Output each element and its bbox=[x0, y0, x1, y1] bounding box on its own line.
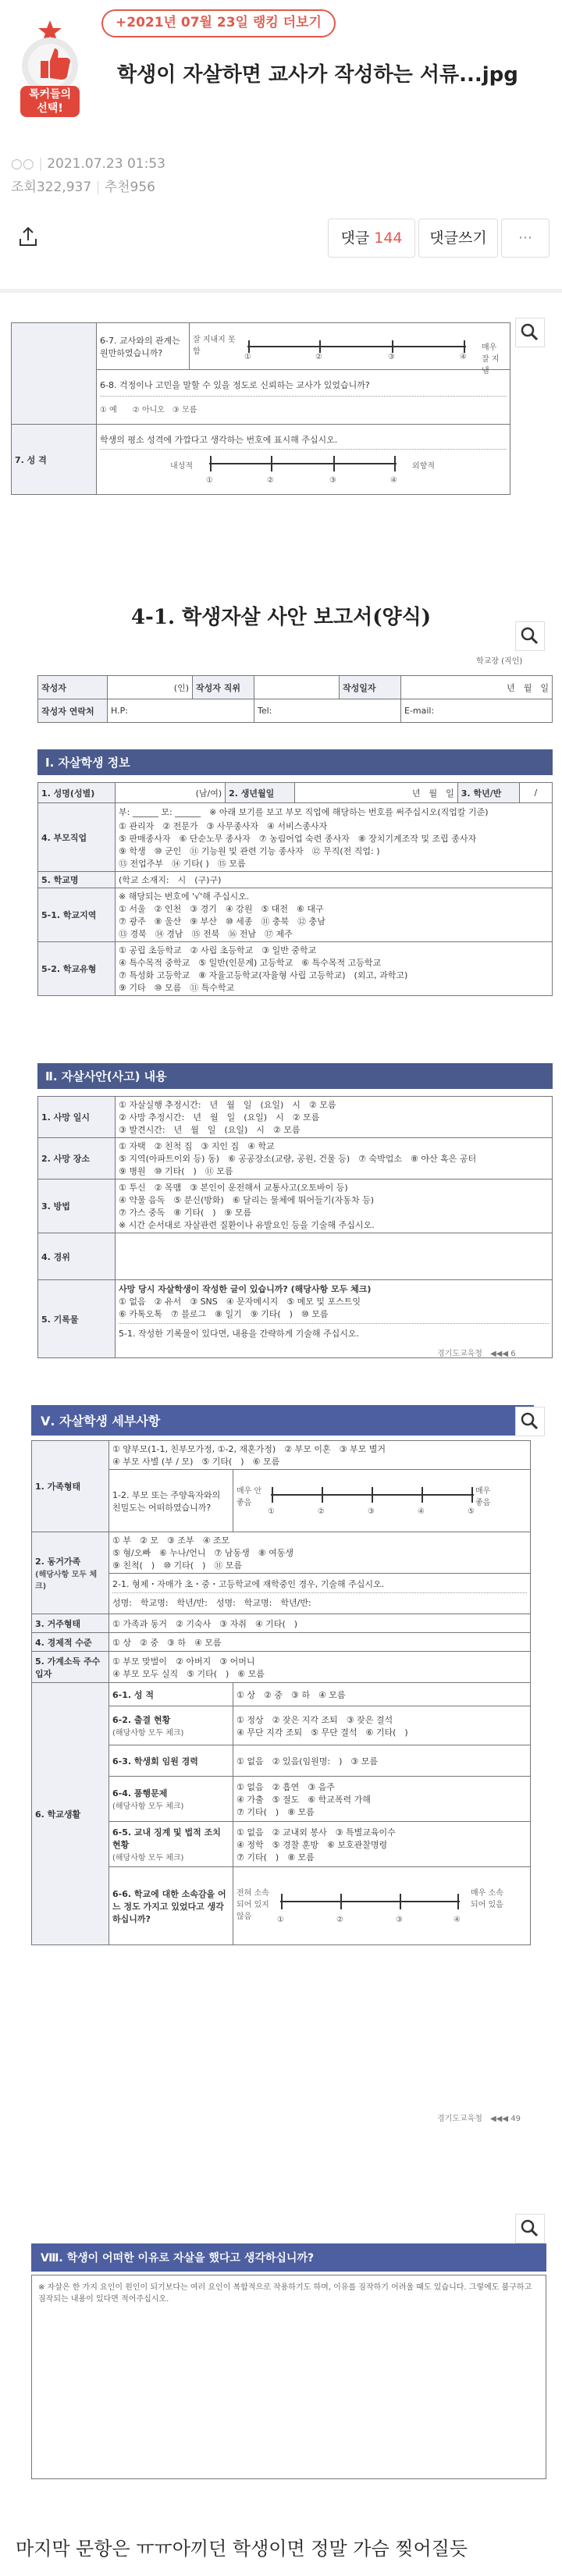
doc3-earner-opts-1: ④ 부모 모두 실직 ⑤ 기타( ) ⑥ 모름 bbox=[112, 1668, 265, 1679]
doc2-process: 4. 경위 bbox=[38, 1233, 116, 1280]
q-6-8-options: ① 예 ② 아니오 ③ 모름 bbox=[100, 405, 197, 415]
doc2-method: 3. 방법 bbox=[38, 1179, 116, 1233]
doc2-contact: 작성자 연락처 bbox=[38, 699, 108, 723]
section-8-header: Ⅷ. 학생이 어떠한 이유로 자살을 했다고 생각하십니까? bbox=[31, 2243, 546, 2272]
doc2-parents-opts-3: ⑬ 전업주부 ⑭ 기타( ) ⑮ 모름 bbox=[119, 858, 246, 869]
doc3-office: 6-3. 학생회 임원 경력 bbox=[109, 1745, 233, 1777]
best-pick-badge bbox=[11, 17, 89, 119]
doc3-behavior-note: (해당사항 모두 체크) bbox=[112, 1802, 184, 1811]
author-icon: ○○ bbox=[11, 156, 34, 172]
doc3-econ: 4. 경제적 수준 bbox=[32, 1633, 109, 1652]
document-image-4 bbox=[0, 2209, 562, 2490]
doc3-belong-left: 전혀 소속되어 있지 않음 bbox=[237, 1888, 269, 1921]
doc2-parents-opts-1: ⑤ 판매종사자 ⑥ 단순노무 종사자 ⑦ 농림어업 숙련 종사자 ⑧ 장치기계조작 및 조립 종사자 bbox=[119, 833, 477, 844]
doc3-family-opts-1: ④ 부모 사별 (부 / 모) ⑤ 기타( ) ⑥ 모름 bbox=[112, 1457, 280, 1467]
doc3-attend: 6-2. 출결 현황 bbox=[112, 1715, 171, 1725]
personality-scale bbox=[100, 450, 507, 489]
doc2-where-opts-2: ⑨ 병원 ⑩ 기타( ) ⑪ 모름 bbox=[119, 1166, 233, 1176]
doc1-nums-1: ② bbox=[267, 476, 274, 485]
doc3-belong: 6-6. 학교에 대한 소속감을 어느 정도 가지고 있었다고 생각하십니까? bbox=[109, 1867, 233, 1945]
doc3-attend-opts-1: ④ 무단 지각 조퇴 ⑤ 무단 결석 ⑥ 기타( ) bbox=[237, 1727, 408, 1738]
recommend-count: 추천956 bbox=[104, 180, 155, 195]
badge-line1: 톡커들의 bbox=[28, 88, 72, 101]
doc2-record-opts-0: ① 없음 ② 유서 ③ SNS ④ 문자메시지 ⑤ 메모 및 포스트잇 bbox=[119, 1297, 361, 1307]
doc1-nums-2: ③ bbox=[329, 476, 336, 485]
doc2-where: 2. 사망 장소 bbox=[38, 1138, 116, 1179]
comment-label: 댓글 bbox=[340, 229, 370, 247]
doc3-nums5-1: ② bbox=[318, 1507, 325, 1516]
doc3-grades-opts: ① 상 ② 중 ③ 하 ④ 모름 bbox=[233, 1683, 531, 1706]
doc1-rows-0-left: 잘 지내지 못함 bbox=[193, 335, 236, 356]
doc1-rows-0-right: 매우 잘 지냄 bbox=[482, 343, 500, 375]
doc3-discipline-opts-2: ⑦ 기타( ) ⑧ 모름 bbox=[237, 1852, 315, 1863]
doc3-house-opts: ① 가족과 동거 ② 기숙사 ③ 자취 ④ 기타( ) bbox=[109, 1614, 531, 1633]
doc3-earner: 5. 가계소득 주수입자 bbox=[32, 1652, 109, 1683]
doc2-author: 작성자 bbox=[38, 676, 108, 699]
divider bbox=[0, 289, 562, 293]
doc2-region-head: ※ 해당되는 번호에 '√'해 주십시오. bbox=[119, 891, 250, 902]
doc3-nums5-4: ⑤ bbox=[468, 1507, 475, 1516]
doc3-family-right: 매우 좋음 bbox=[475, 1486, 491, 1507]
doc3-nums5-2: ③ bbox=[368, 1507, 375, 1516]
doc3-behavior: 6-4. 품행문제 bbox=[112, 1788, 168, 1799]
doc2-date-label: 작성일자 bbox=[340, 676, 401, 699]
doc3-belong-right: 매우 소속되어 있음 bbox=[471, 1888, 503, 1909]
doc2-birth: 2. 생년월일 bbox=[226, 783, 295, 803]
doc3-discipline-opts-1: ④ 정학 ⑤ 경찰 훈방 ⑥ 보호관찰명령 bbox=[237, 1839, 388, 1850]
doc3-attend-note: (해당사항 모두 체크) bbox=[112, 1729, 184, 1738]
doc2-type-opts-3: ⑨ 기타 ⑩ 모름 ⑪ 특수학교 bbox=[119, 983, 235, 993]
doc2-tel: Tel: bbox=[254, 699, 401, 723]
document-image-1 bbox=[0, 308, 562, 515]
doc1-right: 외향적 bbox=[412, 462, 435, 471]
post-caption: 마지막 문항은 ㅠㅠ아끼던 학생이면 정말 가슴 찢어질듯 bbox=[16, 2538, 468, 2560]
doc2-parents-head: 부: ______ 모: ______ ※ 아래 보기를 보고 부모 직업에 해당하는 번호를 써주십시오(직업칼 기준) bbox=[119, 806, 489, 817]
doc3-family-q: 1-2. 부모 또는 주양육자와의 친밀도는 어떠하였습니까? bbox=[109, 1470, 233, 1532]
doc3-nums4-3: ④ bbox=[454, 1915, 461, 1924]
doc2-type: 5-2. 학교유형 bbox=[38, 942, 116, 996]
post-stats: 조회322,937 | 추천956 bbox=[11, 180, 155, 195]
doc2-grade-val: / bbox=[519, 783, 552, 803]
doc3-cohab-row: 성명: 학교명: 학년/반: 성명: 학교명: 학년/반: bbox=[112, 1592, 527, 1612]
doc2-method-opts-3: ※ 시간 순서대로 자살관련 질환이나 유발요인 등을 기술해 주십시오. bbox=[119, 1220, 375, 1230]
doc3-discipline-opts-0: ① 없음 ② 교내외 봉사 ③ 특별교육이수 bbox=[237, 1827, 396, 1838]
family-scale bbox=[237, 1478, 527, 1525]
doc2-method-opts-2: ⑦ 가스 중독 ⑧ 기타( ) ⑨ 모름 bbox=[119, 1208, 252, 1218]
scale-6-7 bbox=[193, 331, 507, 375]
page-footer: 경기도교육청 ◀◀◀ 49 bbox=[437, 2115, 521, 2123]
doc2-region-opts-2: ⑬ 경북 ⑭ 경남 ⑮ 전북 ⑯ 전남 ⑰ 제주 bbox=[119, 929, 293, 939]
belonging-scale bbox=[237, 1875, 527, 1937]
share-icon[interactable] bbox=[14, 223, 42, 251]
doc2-author-pos: 작성자 직위 bbox=[193, 676, 254, 699]
doc2-record-sub: 5-1. 작성한 기록물이 있다면, 내용을 간략하게 기술해 주십시오. bbox=[119, 1323, 549, 1340]
doc2-when: 1. 사망 일시 bbox=[38, 1097, 116, 1138]
q-6-7: 6-7. 교사와의 관계는 원만하였습니까? bbox=[97, 323, 190, 370]
doc2-region-opts-0: ① 서울 ② 인천 ③ 경기 ④ 강원 ⑤ 대전 ⑥ 대구 bbox=[119, 904, 324, 914]
doc2-hp: H.P: bbox=[108, 699, 254, 723]
doc3-cohab-opts-0: ① 부 ② 모 ③ 조부 ④ 조모 bbox=[112, 1535, 230, 1546]
doc2-where-opts-0: ① 자택 ② 친척 집 ③ 지인 집 ④ 학교 bbox=[119, 1141, 275, 1151]
doc3-family: 1. 가족형태 bbox=[32, 1441, 109, 1532]
doc2-parents: 4. 부모직업 bbox=[38, 803, 116, 872]
doc2-when-opts-2: ③ 발견시간: 년 월 일 (요일) 시 ② 모름 bbox=[119, 1125, 301, 1135]
section-1-header: Ⅰ. 자살학생 정보 bbox=[37, 749, 553, 775]
doc2-record: 5. 기록물 bbox=[38, 1280, 116, 1358]
document-image-2 bbox=[0, 562, 562, 1358]
doc1-left: 내성적 bbox=[170, 462, 193, 471]
doc1-rows-0-nums-2: ③ bbox=[388, 352, 395, 361]
doc3-behavior-opts-0: ① 없음 ② 흡연 ③ 음주 bbox=[237, 1781, 335, 1792]
doc3-school-life: 6. 학교생활 bbox=[32, 1683, 109, 1945]
doc3-house: 3. 거주형태 bbox=[32, 1614, 109, 1633]
doc1-nums-3: ④ bbox=[390, 476, 397, 485]
section-5-header: Ⅴ. 자살학생 세부사항 bbox=[31, 1405, 534, 1436]
doc3-cohab: 2. 동거가족 bbox=[35, 1557, 81, 1567]
doc2-seal: (인) bbox=[108, 676, 193, 699]
doc3-earner-opts-0: ① 부모 맞벌이 ② 아버지 ③ 어머니 bbox=[112, 1656, 255, 1667]
doc3-attend-opts-0: ① 정상 ② 잦은 지각 조퇴 ③ 잦은 결석 bbox=[237, 1714, 393, 1725]
post-meta: ○○ | 2021.07.23 01:53 bbox=[11, 156, 165, 172]
doc3-family-opts-0: ① 양부모(1-1, 친부모가정, ①-2, 재혼가정) ② 부모 이혼 ③ 부모 별거 bbox=[112, 1444, 386, 1454]
doc3-discipline: 6-5. 교내 징계 및 법적 조치 현황 bbox=[112, 1827, 221, 1850]
doc3-nums4-1: ② bbox=[336, 1915, 343, 1924]
ranking-more-link[interactable]: +2021년 07월 23일 랭킹 더보기 bbox=[101, 9, 336, 37]
doc3-discipline-note: (해당사항 모두 체크) bbox=[112, 1854, 184, 1863]
doc3-family-left: 매우 안 좋음 bbox=[237, 1486, 262, 1507]
doc3-grades: 6-1. 성 적 bbox=[109, 1683, 233, 1706]
post-date: 2021.07.23 01:53 bbox=[47, 156, 165, 172]
zoom-icon[interactable] bbox=[515, 1407, 545, 1436]
badge-line2: 선택! bbox=[37, 102, 63, 115]
post-title: 학생이 자살하면 교사가 작성하는 서류...jpg bbox=[117, 63, 518, 87]
comment-count: 144 bbox=[374, 229, 403, 247]
doc2-type-opts-0: ① 공립 초등학교 ② 사립 초등학교 ③ 일반 중학교 bbox=[119, 945, 317, 955]
zoom-icon[interactable] bbox=[515, 2214, 545, 2243]
doc3-behavior-opts-2: ⑦ 기타( ) ⑧ 모름 bbox=[237, 1806, 315, 1817]
doc2-method-opts-0: ① 투신 ② 목맴 ③ 본인이 운전해서 교통사고(오토바이 등) bbox=[119, 1183, 348, 1193]
answer-box[interactable] bbox=[31, 2275, 546, 2479]
doc3-econ-opts: ① 상 ② 중 ③ 하 ④ 모름 bbox=[109, 1633, 531, 1652]
doc3-cohab-opts-1: ⑤ 형/오빠 ⑥ 누나/언니 ⑦ 남동생 ⑧ 여동생 bbox=[112, 1548, 293, 1558]
doc2-parents-opts-2: ⑨ 학생 ⑩ 군인 ⑪ 기능원 및 관련 기능 종사자 ⑫ 무직(전 직업: ) bbox=[119, 845, 380, 856]
post-toolbar bbox=[0, 219, 562, 265]
doc2-region-opts-1: ⑦ 광주 ⑧ 울산 ⑨ 부산 ⑩ 세종 ⑪ 충북 ⑫ 충남 bbox=[119, 916, 325, 927]
doc3-behavior-opts-1: ④ 가출 ⑤ 절도 ⑥ 학교폭력 가해 bbox=[237, 1794, 371, 1805]
doc2-record-q: 사망 당시 자살학생이 작성한 글이 있습니까? (해당사항 모두 체크) bbox=[119, 1284, 372, 1294]
doc3-nums5-0: ① bbox=[268, 1507, 275, 1516]
personality-question: 학생의 평소 성격에 가깝다고 생각하는 번호에 표시해 주십시오. bbox=[100, 430, 507, 450]
doc3-cohab-note: (해당사항 모두 체크) bbox=[35, 1571, 98, 1591]
doc2-method-opts-1: ④ 약물 음독 ⑤ 분신(방화) ⑥ 달리는 물체에 뛰어들기(자동차 등) bbox=[119, 1195, 374, 1205]
page-footer: 경기도교육청 ◀◀◀ 6 bbox=[437, 1350, 516, 1358]
answer-note: ※ 자살은 한 가지 요인이 원인이 되기보다는 여러 요인이 복합적으로 작용하기도 하며, 이유를 짐작하기 어려울 때도 있습니다. 그렇에도 불구하고 짐작되는 내용이 있다면 적어주십시오. bbox=[38, 2283, 532, 2304]
doc2-when-opts-1: ② 사망 추정시간: 년 월 일 (요일) 시 ② 모름 bbox=[119, 1112, 320, 1123]
doc1-rows-0-nums-3: ④ bbox=[460, 352, 467, 361]
view-count: 조회322,937 bbox=[11, 180, 92, 195]
doc1-nums-0: ① bbox=[206, 476, 213, 485]
doc2-date-val: 년 월 일 bbox=[401, 676, 553, 699]
school-principal-seal: 학교장 (직인) bbox=[476, 657, 523, 666]
doc2-grade: 3. 학년/반 bbox=[457, 783, 519, 803]
zoom-icon[interactable] bbox=[515, 318, 545, 347]
doc2-where-opts-1: ⑤ 지역(아파트이외 등) 동) ⑥ 공공장소(교량, 공원, 건물 등) ⑦ 숙박업소 ⑧ 야산 혹은 공터 bbox=[119, 1154, 477, 1164]
doc3-cohab-q: 2-1. 형제・자매가 초・중・고등학교에 재학중인 경우, 기술해 주십시오. bbox=[112, 1579, 385, 1589]
doc3-office-opts: ① 없음 ② 있음(임원명: ) ③ 모름 bbox=[233, 1745, 531, 1777]
comment-button[interactable] bbox=[328, 219, 415, 258]
doc2-type-opts-1: ④ 특수목적 중학교 ⑤ 일반(인문계) 고등학교 ⑥ 특수목적 고등학교 bbox=[119, 958, 382, 968]
doc2-record-opts-1: ⑥ 카톡오톡 ⑦ 블로그 ⑧ 일기 ⑨ 기타( ) ⑩ 모름 bbox=[119, 1309, 329, 1319]
doc1-rows-0-nums-0: ① bbox=[244, 352, 251, 361]
doc3-nums4-0: ① bbox=[277, 1915, 284, 1924]
doc1-rows-0-nums-1: ② bbox=[315, 352, 322, 361]
doc3-nums4-2: ③ bbox=[396, 1915, 403, 1924]
doc3-cohab-opts-2: ⑨ 친척( ) ⑩ 기타( ) ⑪ 모름 bbox=[112, 1560, 243, 1571]
section-2-header: Ⅱ. 자살사안(사고) 내용 bbox=[37, 1063, 553, 1089]
doc2-school-label2: 5. 학교명 bbox=[38, 872, 116, 888]
doc2-name: 1. 성명(성별) bbox=[38, 783, 116, 803]
zoom-icon[interactable] bbox=[515, 621, 545, 651]
write-comment-button[interactable]: 댓글쓰기 bbox=[418, 219, 498, 258]
doc2-region: 5-1. 학교지역 bbox=[38, 888, 116, 942]
document-image-3 bbox=[0, 1397, 562, 2123]
doc2-school-val: (학교 소재지: 시 (구)구) bbox=[116, 872, 553, 888]
doc2-parents-opts-0: ① 관리자 ② 전문가 ③ 사무종사자 ④ 서비스종사자 bbox=[119, 820, 328, 831]
q-6-8: 6-8. 걱정이나 고민을 말할 수 있을 정도로 신뢰하는 교사가 있었습니까? bbox=[100, 374, 507, 397]
doc2-email: E-mail: bbox=[401, 699, 553, 723]
more-button[interactable]: ··· bbox=[501, 219, 550, 258]
personality-label: 7. 성 격 bbox=[12, 425, 97, 495]
doc3-nums5-3: ④ bbox=[418, 1507, 425, 1516]
doc2-gender: (남/여) bbox=[116, 783, 226, 803]
doc2-type-opts-2: ⑦ 특성화 고등학교 ⑧ 자율고등학교(자율형 사립 고등학교) (외고, 과학고) bbox=[119, 970, 408, 980]
doc2-when-opts-0: ① 자살실행 추정시간: 년 월 일 (요일) 시 ② 모름 bbox=[119, 1100, 336, 1110]
report-title: 4-1. 학생자살 사안 보고서(양식) bbox=[130, 606, 432, 629]
doc2-birth-val: 년 월 일 bbox=[295, 783, 458, 803]
